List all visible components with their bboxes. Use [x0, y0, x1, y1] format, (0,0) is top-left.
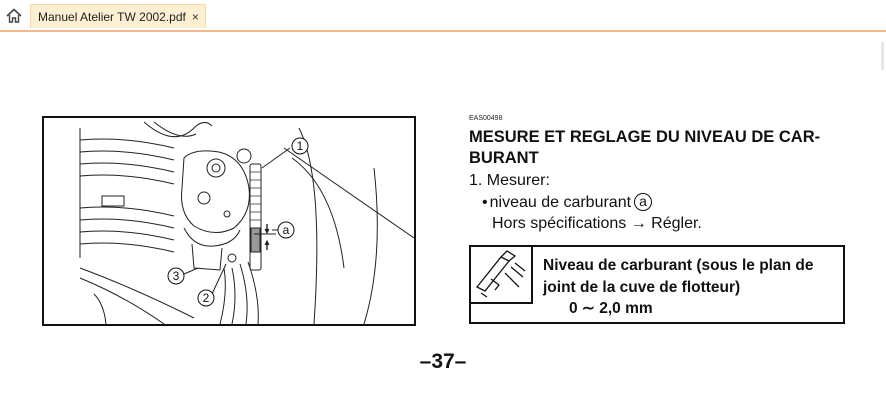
callout-3-label: 3 [172, 269, 180, 283]
scrollbar[interactable] [881, 42, 884, 70]
carburetor-figure [42, 116, 416, 326]
step-text: 1. Mesurer: [469, 172, 550, 189]
spec-title: Niveau de carburant (sous le plan de joint de la cuve de flotteur) [543, 257, 814, 296]
section-code: EAS00498 [469, 115, 503, 122]
spec-box [469, 245, 845, 324]
bullet-item [482, 193, 652, 212]
spec-value: 0 ∼ 2,0 mm [569, 300, 653, 317]
out-of-spec-text: Hors spécifications → Régler. [492, 215, 702, 232]
callout-a-label: a [282, 223, 290, 237]
home-icon[interactable] [4, 6, 24, 24]
close-icon[interactable]: × [191, 9, 199, 24]
carburetor-illustration [44, 118, 414, 324]
page-number: –37– [419, 350, 467, 373]
reference-marker: a [634, 193, 652, 211]
tab-title: Manuel Atelier TW 2002.pdf [38, 9, 186, 24]
tab-document[interactable] [30, 4, 206, 28]
tab-bar [0, 0, 886, 32]
callout-1-label: 1 [296, 139, 304, 153]
callout-2-label: 2 [202, 291, 210, 305]
section-heading: MESURE ET REGLAGE DU NIVEAU DE CAR- BURANT [469, 128, 821, 167]
bullet-text: niveau de carburant [489, 194, 632, 211]
bullet-dot: • [482, 194, 488, 211]
caliper-icon [471, 247, 533, 304]
